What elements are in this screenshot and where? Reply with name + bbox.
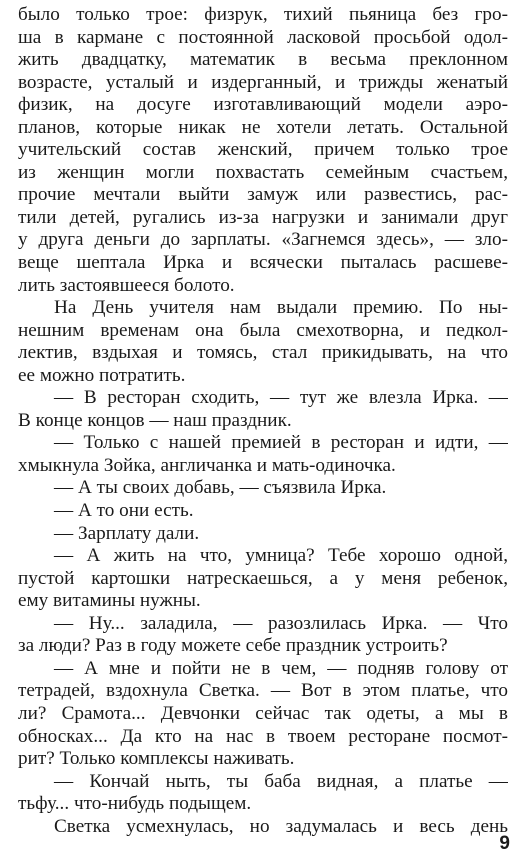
text-line: ему витамины нужны. — [18, 590, 201, 612]
text-line: — Кончай ныть, ты баба видная, а платье — — [54, 770, 508, 792]
text-line: учительский состав женский, причем только трое — [18, 139, 508, 161]
text-line: В конце концов — наш праздник. — [18, 409, 292, 431]
text-line: ли? Срамота... Девчонки сейчас так одеты, а мы в — [18, 702, 508, 724]
text-line: из женщин могли похвастать семейным счастьем, — [18, 161, 508, 183]
text-line: — Только с нашей премией в ресторан и идти, — — [54, 432, 508, 454]
text-line: жить двадцатку, математик в весьма преклонном — [18, 49, 508, 71]
text-line: рит? Только комплексы наживать. — [18, 748, 295, 770]
text-line: — А то они есть. — [54, 500, 194, 522]
text-line: — Зарплату дали. — [54, 522, 200, 544]
text-line: физик, на досуге изготавливающий модели аэро- — [18, 94, 508, 116]
text-line: у друга деньги до зарплаты. «Загнемся здесь», — зло- — [18, 229, 508, 251]
text-line: планов, которые никак не хотели летать. Остальной — [18, 116, 508, 138]
text-line: хмыкнула Зойка, англичанка и мать-одиночка. — [18, 454, 396, 476]
text-line: обносках... Да кто на нас в твоем ресторане посмот- — [18, 725, 508, 747]
text-line: было только трое: физрук, тихий пьяница без гро- — [18, 4, 508, 25]
text-line: лектив, вздыхая и томясь, стал прикидывать, на что — [18, 342, 508, 364]
text-line: тьфу... что-нибудь подыщем. — [18, 793, 252, 815]
text-line: за люди? Раз в году можете себе праздник устроить? — [18, 635, 448, 657]
text-line: Светка усмехнулась, но задумалась и весь день — [54, 815, 508, 837]
text-line: ее можно потратить. — [18, 364, 186, 386]
text-line: — А ты своих добавь, — съязвила Ирка. — [54, 477, 387, 499]
text-line: — В ресторан сходить, — тут же влезла Ирка. — — [54, 387, 508, 409]
page-number: 9 — [499, 833, 510, 854]
text-line: лить застоявшееся болото. — [18, 274, 235, 296]
text-line: пустой картошки натрескаешься, а у меня ребенок, — [18, 567, 508, 589]
text-line: — А жить на что, умница? Тебе хорошо одной, — [54, 545, 508, 567]
text-line: — А мне и пойти не в чем, — подняв голову от — [54, 657, 508, 679]
book-page-text — [18, 4, 508, 838]
text-line: — Ну... заладила, — разозлилась Ирка. — Что — [54, 612, 508, 634]
text-line: тетрадей, вздохнула Светка. — Вот в этом платье, что — [18, 680, 508, 702]
text-line: тили детей, ругались из-за нагрузки и занимали друг — [18, 206, 508, 228]
text-line: возрасте, усталый и издерганный, и трижды женатый — [18, 71, 508, 93]
text-line: ша в кармане с постоянной ласковой просьбой одол- — [18, 26, 508, 48]
text-line: прочие мечтали выйти замуж или развестись, рас- — [18, 184, 508, 206]
text-line: На День учителя нам выдали премию. По ны- — [54, 297, 508, 319]
text-line: веще шептала Ирка и всячески пыталась расшеве- — [18, 252, 508, 274]
text-line: нешним временам она была смехотворна, и педкол- — [18, 319, 508, 341]
